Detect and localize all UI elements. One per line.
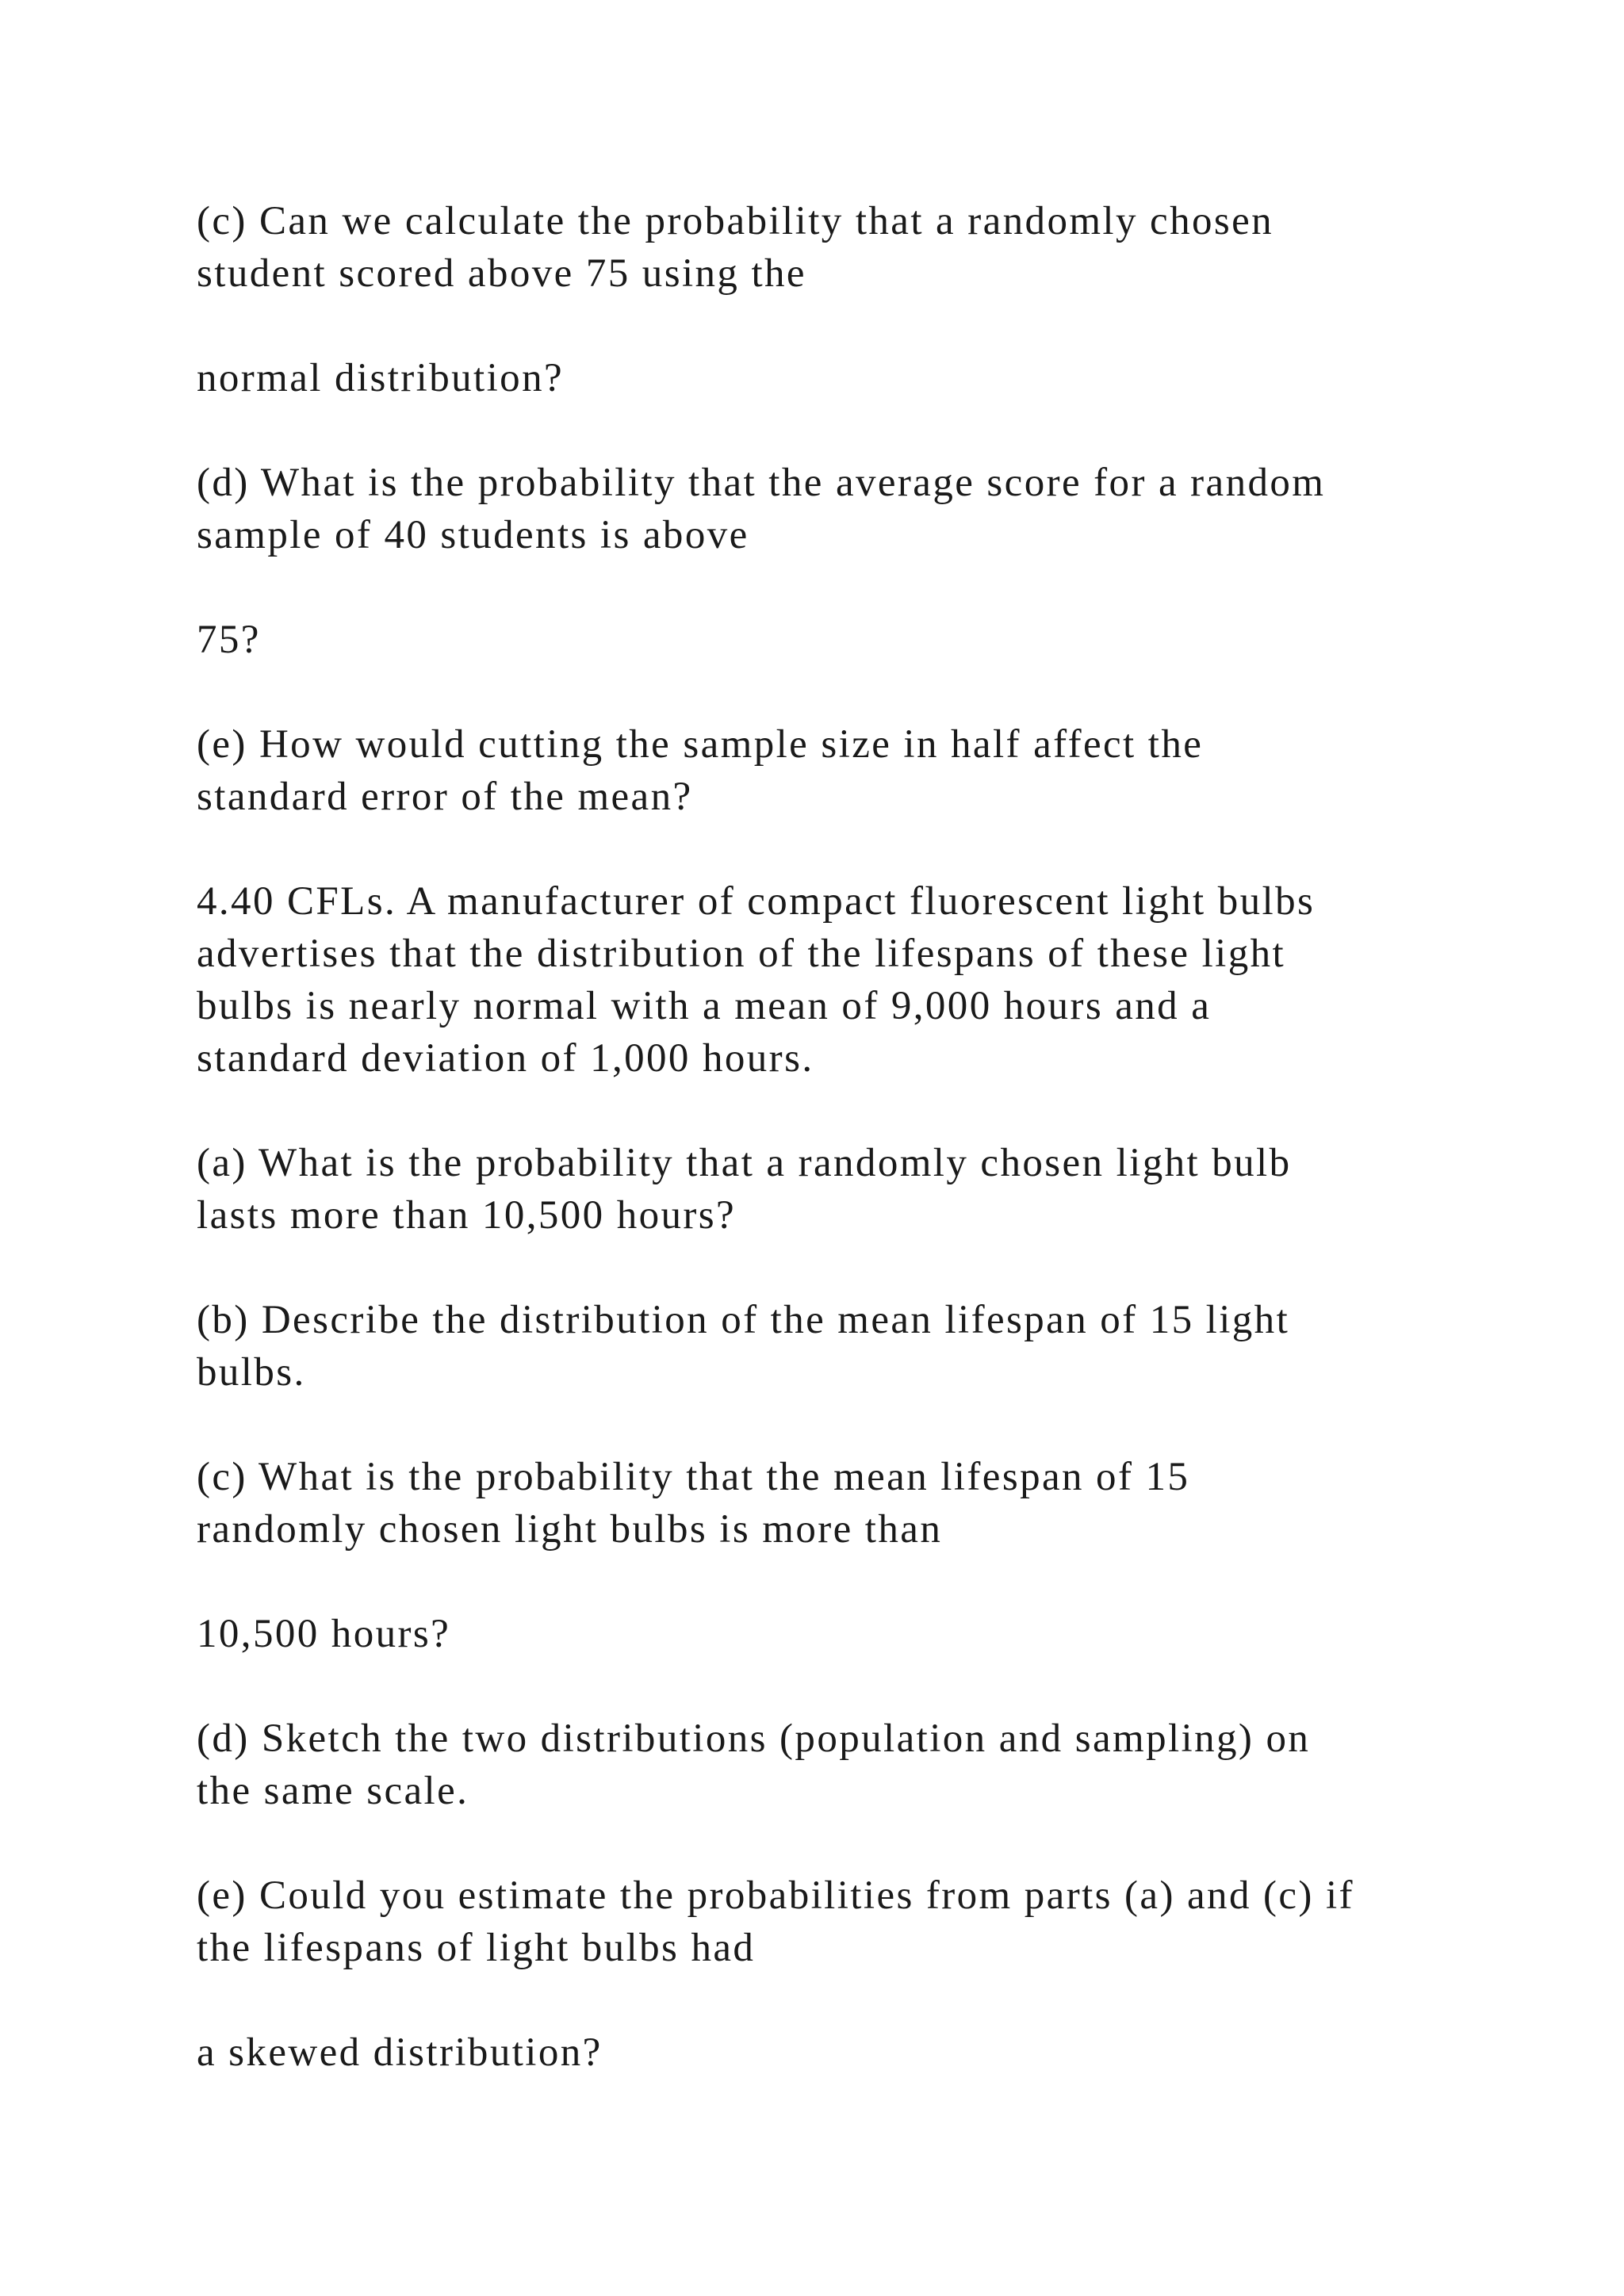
paragraph-cfl-part-b: (b) Describe the distribution of the mean lifespan of 15 light bulbs. xyxy=(197,1298,1290,1395)
paragraph-exercise-4-40-intro: 4.40 CFLs. A manufacturer of compact fluorescent light bulbs advertises that the distribution of the lifespans of these light bulbs is nearly normal with a mean of 9,000 hours and a standard deviation of 1,000 hours. xyxy=(197,879,1316,1081)
paragraph-cfl-part-d: (d) Sketch the two distributions (population and sampling) on the same scale. xyxy=(197,1716,1311,1813)
paragraph-cfl-part-e: (e) Could you estimate the probabilities from parts (a) and (c) if the lifespans of light bulbs had xyxy=(197,1873,1354,1970)
paragraph-cfl-part-c: (c) What is the probability that the mean lifespan of 15 randomly chosen light bulbs is more than xyxy=(197,1455,1190,1552)
paragraph-cfl-part-c-continuation: 10,500 hours? xyxy=(197,1612,451,1656)
paragraph-cfl-part-a: (a) What is the probability that a randomly chosen light bulb lasts more than 10,500 hours? xyxy=(197,1141,1292,1238)
document-body xyxy=(197,195,1545,2079)
paragraph-cfl-part-e-continuation: a skewed distribution? xyxy=(197,2030,603,2075)
paragraph-part-c-continuation: normal distribution? xyxy=(197,356,565,400)
paragraph-part-e-question: (e) How would cutting the sample size in half affect the standard error of the mean? xyxy=(197,722,1204,819)
paragraph-part-d-continuation: 75? xyxy=(197,618,261,662)
paragraph-part-d-question: (d) What is the probability that the average score for a random sample of 40 students is above xyxy=(197,461,1326,557)
paragraph-part-c-question: (c) Can we calculate the probability that a randomly chosen student scored above 75 using the xyxy=(197,199,1274,296)
